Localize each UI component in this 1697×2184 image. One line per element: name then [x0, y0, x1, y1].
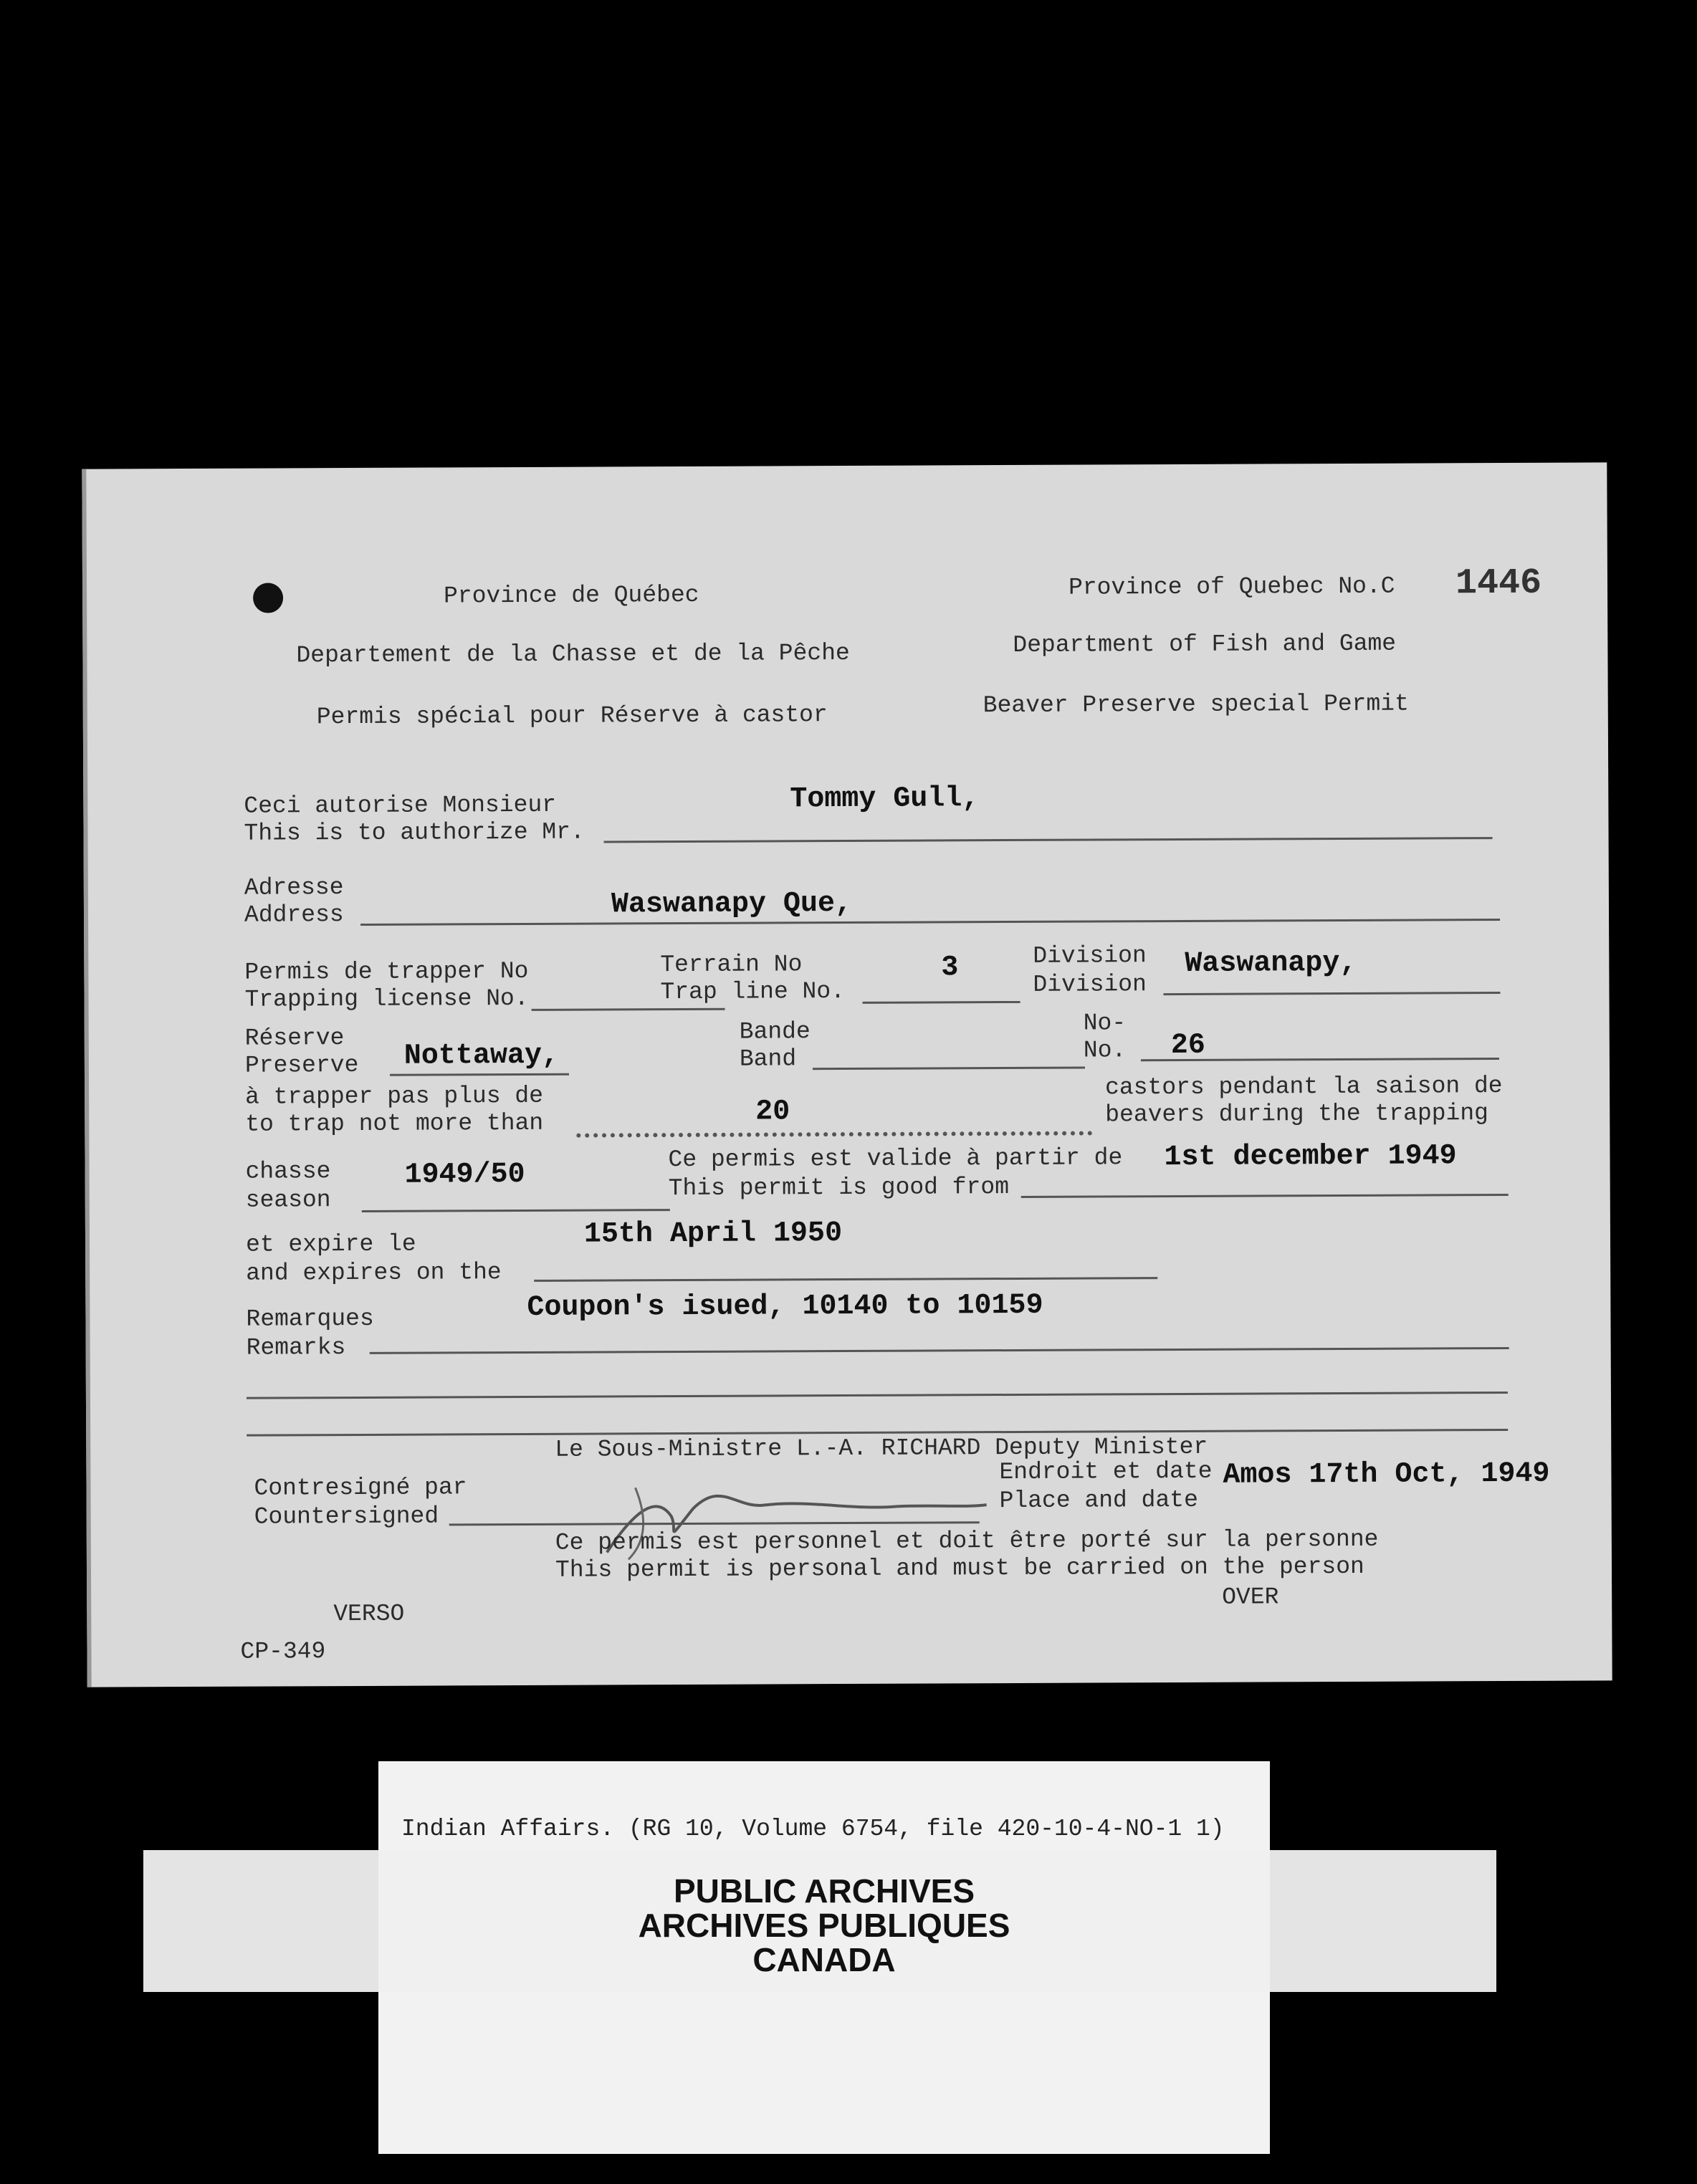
department-en: Department of Fish and Game	[1013, 630, 1397, 658]
countersigned-en: Countersigned	[254, 1503, 439, 1531]
season-rule	[362, 1209, 670, 1212]
department-fr: Departement de la Chasse et de la Pêche	[296, 639, 850, 669]
verso-label: VERSO	[333, 1600, 405, 1628]
deputy-minister: Le Sous-Ministre L.-A. RICHARD Deputy Minister	[555, 1433, 1208, 1463]
band-rule	[813, 1067, 1085, 1071]
limit-value: 20	[755, 1096, 790, 1129]
address-rule	[360, 919, 1500, 926]
license-rule	[532, 1008, 725, 1011]
division-label-fr: Division	[1033, 942, 1147, 969]
address-label-fr: Adresse	[244, 874, 344, 901]
no-label-fr: No-	[1083, 1010, 1127, 1037]
name-rule	[604, 837, 1493, 843]
no-label-en: No.	[1083, 1037, 1127, 1064]
band-label-en: Band	[739, 1045, 797, 1073]
name-label-en: This is to authorize Mr.	[244, 818, 585, 847]
limit-label-en: to trap not more than	[245, 1109, 544, 1138]
season-label-fr: chasse	[245, 1158, 331, 1185]
castors-fr: castors pendant la saison de	[1105, 1073, 1503, 1101]
place-label-en: Place and date	[999, 1486, 1198, 1515]
name-value: Tommy Gull,	[790, 782, 980, 816]
preserve-label-en: Preserve	[244, 1051, 359, 1079]
expire-rule	[534, 1277, 1157, 1282]
expire-label-en: and expires on the	[246, 1259, 502, 1287]
valid-label-en: This permit is good from	[668, 1174, 1010, 1202]
season-value: 1949/50	[404, 1158, 525, 1192]
permit-type-en: Beaver Preserve special Permit	[983, 690, 1409, 719]
expire-label-fr: et expire le	[245, 1230, 416, 1258]
remarks-rule-2	[247, 1392, 1508, 1399]
remarks-label-en: Remarks	[246, 1334, 346, 1361]
personal-notice-en: This permit is personal and must be carried on the person	[555, 1553, 1364, 1584]
archive-line-1: PUBLIC ARCHIVES	[674, 1872, 975, 1910]
permit-number: 1446	[1455, 562, 1542, 605]
preserve-rule	[390, 1073, 569, 1076]
permit-type-fr: Permis spécial pour Réserve à castor	[316, 701, 828, 731]
preserve-label-fr: Réserve	[244, 1025, 345, 1052]
punch-hole	[253, 583, 283, 613]
band-label-fr: Bande	[739, 1018, 811, 1045]
division-rule	[1164, 992, 1501, 995]
limit-label-fr: à trapper pas plus de	[245, 1082, 544, 1111]
valid-value: 1st december 1949	[1164, 1140, 1457, 1174]
terrain-label-en: Trap line No.	[660, 978, 846, 1006]
division-label-en: Division	[1033, 971, 1147, 998]
place-label-fr: Endroit et date	[999, 1457, 1213, 1486]
terrain-label-fr: Terrain No	[660, 951, 803, 979]
over-label: OVER	[1222, 1584, 1279, 1611]
remarks-label-fr: Remarques	[246, 1305, 374, 1333]
preserve-value: Nottaway,	[403, 1039, 560, 1073]
address-label-en: Address	[244, 901, 344, 929]
terrain-value: 3	[941, 952, 959, 985]
valid-rule	[1021, 1194, 1509, 1198]
archive-reference: Indian Affairs. (RG 10, Volume 6754, file 420-10-4-NO-1 1)	[401, 1816, 1225, 1842]
season-label-en: season	[245, 1187, 331, 1214]
no-value: 26	[1170, 1029, 1205, 1063]
remarks-rule-1	[370, 1347, 1509, 1354]
archive-line-3: CANADA	[752, 1941, 896, 1978]
expire-value: 15th April 1950	[583, 1217, 843, 1251]
castors-en: beavers during the trapping	[1105, 1100, 1489, 1129]
terrain-rule	[863, 1001, 1020, 1004]
remarks-value: Coupon's isued, 10140 to 10159	[527, 1289, 1043, 1324]
license-label-fr: Permis de trapper No	[244, 957, 529, 986]
archive-line-2: ARCHIVES PUBLIQUES	[638, 1907, 1010, 1944]
form-code: CP-349	[240, 1638, 326, 1665]
personal-notice-fr: Ce permis est personnel et doit être porté sur la personne	[555, 1526, 1379, 1556]
license-label-en: Trapping license No.	[244, 985, 529, 1013]
limit-rule	[576, 1131, 1092, 1138]
province-fr: Province de Québec	[443, 581, 699, 610]
name-label-fr: Ceci autorise Monsieur	[244, 791, 557, 820]
permit-card	[82, 462, 1612, 1687]
address-value: Waswanapy Que,	[611, 887, 853, 921]
countersigned-fr: Contresigné par	[254, 1474, 467, 1502]
valid-label-fr: Ce permis est valide à partir de	[668, 1144, 1123, 1174]
place-value: Amos 17th Oct, 1949	[1223, 1457, 1550, 1492]
division-value: Waswanapy,	[1185, 947, 1357, 980]
province-en: Province of Quebec No.C	[1068, 573, 1395, 601]
